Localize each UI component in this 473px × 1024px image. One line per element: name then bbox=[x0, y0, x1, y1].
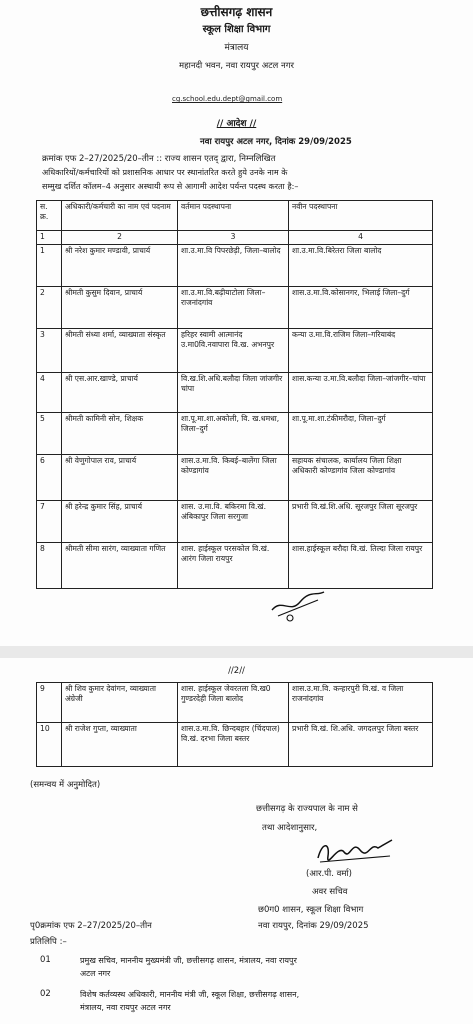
table-row bbox=[37, 329, 433, 373]
col-num-4: 4 bbox=[289, 231, 433, 245]
row-name: श्रीमती सीमा सारंग, व्याख्याता गणित bbox=[62, 543, 178, 589]
copy-to-label: प्रतिलिपि :– bbox=[30, 937, 67, 947]
row-new: कन्या उ.मा.वि.राजिम जिला–गरियाबंद bbox=[289, 329, 433, 373]
header-current: वर्तमान पदस्थापना bbox=[178, 201, 289, 231]
table-row bbox=[37, 501, 433, 543]
dept-heading: स्कूल शिक्षा विभाग bbox=[202, 24, 271, 35]
row-sn: 3 bbox=[37, 329, 62, 373]
signer-designation: अवर सचिव bbox=[312, 887, 348, 897]
row-name: श्री हरेन्द्र कुमार सिंह, प्राचार्य bbox=[62, 501, 178, 543]
header-sn: स. क्र. bbox=[37, 201, 62, 231]
column-number-row bbox=[37, 231, 433, 245]
row-new: शास.हाईस्कूल बरौदा वि.खं. तिल्दा जिला रायपुर bbox=[289, 543, 433, 589]
row-new: शास.उ.मा.वि. कन्हारपुरी वि.खं. व जिला राजनांदगांव bbox=[289, 683, 433, 723]
endorsement-place-date: नवा रायपुर, दिनांक 29/09/2025 bbox=[258, 921, 369, 931]
table-row bbox=[37, 683, 433, 723]
row-sn: 8 bbox=[37, 543, 62, 589]
page-number-marker: //2// bbox=[228, 666, 245, 676]
order-number: एफ 2–27/2025/20–तीन bbox=[65, 154, 154, 164]
row-current: शास.उ.मा.वि. किबई–बालेंगा जिला कोण्डागांव bbox=[178, 455, 289, 501]
row-current: हरिहर स्वामी आत्मानंद उ.मा0वि.नवापारा वि.ख. अभनपुर bbox=[178, 329, 289, 373]
copy-item-line: अटल नगर bbox=[80, 969, 111, 978]
initials-signature bbox=[268, 588, 328, 624]
officer-signature bbox=[312, 834, 396, 868]
order-body-line-3: सम्मुख दर्शित कॉलम–4 अनुसार अस्थायी रूप से आगामी आदेश पर्यन्त पदस्थ करता है:– bbox=[42, 181, 299, 191]
row-name: श्रीमती कामिनी सोन, शिक्षक bbox=[62, 413, 178, 455]
table-row bbox=[37, 287, 433, 329]
copy-item-line: प्रमुख सचिव, माननीय मुख्यमंत्री जी, छत्तीसगढ़ शासन, मंत्रालय, नवा रायपुर bbox=[80, 956, 297, 965]
page-separator bbox=[0, 646, 473, 658]
approval-note: (समन्वय में अनुमोदित) bbox=[30, 780, 101, 790]
page-2 bbox=[0, 658, 473, 1024]
row-current: शा.उ.मा.वि पिपरछेड़ी, जिला–बालोद bbox=[178, 245, 289, 287]
header-new: नवीन पदस्थापना bbox=[289, 201, 433, 231]
row-new: शा.उ.मा.वि.बिरेतरा जिला बालोद bbox=[289, 245, 433, 287]
order-authority-line: तथा आदेशानुसार, bbox=[262, 823, 318, 833]
row-current: शास. उ.मा.वि. बकिरमा वि.खं. अंबिकापुर जिला सरगुजा bbox=[178, 501, 289, 543]
govt-heading: छत्तीसगढ़ शासन bbox=[200, 5, 273, 19]
ministry-heading: मंत्रालय bbox=[224, 43, 249, 53]
row-new: प्रभारी वि.खं. शि.अधि. जगदलपुर जिला बस्तर bbox=[289, 723, 433, 767]
row-current: शा.पू.मा.शा.अकोली, वि. ख.धमधा, जिला–दुर्ग bbox=[178, 413, 289, 455]
table-row bbox=[37, 373, 433, 413]
copy-item-number: 02 bbox=[40, 989, 51, 999]
table-row bbox=[37, 413, 433, 455]
email-link[interactable]: cg.school.edu.dept@gmail.com bbox=[172, 95, 283, 103]
row-name: श्रीमती संध्या शर्मा, व्याख्याता संस्कृत bbox=[62, 329, 178, 373]
row-new: शा.पू.मा.शा.टंकीमरौदा, जिला–दुर्ग bbox=[289, 413, 433, 455]
copy-item-number: 01 bbox=[40, 955, 51, 965]
row-name: श्री राजेश गुप्ता, व्याख्याता bbox=[62, 723, 178, 767]
row-sn: 5 bbox=[37, 413, 62, 455]
table-row bbox=[37, 543, 433, 589]
row-new: सहायक संचालक, कार्यालय जिला शिक्षा अधिकारी कोण्डागांव जिला कोण्डागांव bbox=[289, 455, 433, 501]
row-new: शास.कन्या उ.मा.वि.बलौदा जिला–जांजगीर–चांपा bbox=[289, 373, 433, 413]
order-title: // आदेश // bbox=[216, 119, 257, 129]
table-row bbox=[37, 245, 433, 287]
copy-item-line: विशेष कर्तव्यस्थ अधिकारी, माननीय मंत्री जी, स्कूल शिक्षा, छत्तीसगढ़ शासन, bbox=[80, 990, 300, 999]
row-sn: 7 bbox=[37, 501, 62, 543]
row-name: श्रीमती कुसुम दिवान, प्राचार्य bbox=[62, 287, 178, 329]
col-num-2: 2 bbox=[62, 231, 178, 245]
row-current: शास.उ.मा.वि. छिन्दबहार (चिंदपाल) वि.खं. दरभा जिला बस्तर bbox=[178, 723, 289, 767]
row-current: शा.उ.मा.वि.बढ़ीयाटोला जिला–राजनांदगांव bbox=[178, 287, 289, 329]
row-name: श्री एस.आर.खाण्डे, प्राचार्य bbox=[62, 373, 178, 413]
row-sn: 2 bbox=[37, 287, 62, 329]
signer-department: छ0ग0 शासन, स्कूल शिक्षा विभाग bbox=[258, 905, 364, 915]
endorsement-number: पृ0क्रमांक एफ 2–27/2025/20–तीन bbox=[30, 921, 152, 931]
row-new: शास.उ.मा.वि.कोसानगर, भिलाई जिला–दुर्ग bbox=[289, 287, 433, 329]
table-header-row bbox=[37, 201, 433, 231]
signer-name: (आर.पी. वर्मा) bbox=[306, 869, 352, 879]
row-name: श्री नरेश कुमार मण्डावी, प्राचार्य bbox=[62, 245, 178, 287]
table-row bbox=[37, 455, 433, 501]
col-num-1: 1 bbox=[37, 231, 62, 245]
row-new: प्रभारी वि.खं.शि.अधि. सूरजपुर जिला सूरजपुर bbox=[289, 501, 433, 543]
row-sn: 6 bbox=[37, 455, 62, 501]
row-sn: 9 bbox=[37, 683, 62, 723]
row-name: श्री वेणुगोपाल राव, प्राचार्य bbox=[62, 455, 178, 501]
row-current: शास. हाईस्कूल जेवरतला वि.ख0 गुण्डरदेही जिला बालोद bbox=[178, 683, 289, 723]
header-name: अधिकारी/कर्मचारी का नाम एवं पदनाम bbox=[62, 201, 178, 231]
order-number-line bbox=[42, 154, 276, 165]
table-row bbox=[37, 723, 433, 767]
order-place-date: नवा रायपुर अटल नगर, दिनांक 29/09/2025 bbox=[200, 137, 352, 147]
copy-item-line: मंत्रालय, नवा रायपुर अटल नगर bbox=[80, 1003, 171, 1012]
governor-name-line: छत्तीसगढ़ के राज्यपाल के नाम से bbox=[256, 804, 358, 814]
address-line: महानदी भवन, नवा रायपुर अटल नगर bbox=[179, 61, 294, 71]
row-current: शास. हाईस्कूल परसकोल वि.खं. आरंग जिला रायपुर bbox=[178, 543, 289, 589]
row-sn: 1 bbox=[37, 245, 62, 287]
col-num-3: 3 bbox=[178, 231, 289, 245]
transfer-table-continued bbox=[36, 682, 433, 767]
order-body-line-2: अधिकारियों/कर्मचारियों को प्रशासनिक आधार पर स्थानांतरित करते हुये उनके नाम के bbox=[42, 167, 288, 177]
row-current: वि.ख.शि.अधि.बलौदा जिला जांजगीर चांपा bbox=[178, 373, 289, 413]
transfer-table bbox=[36, 200, 433, 589]
row-sn: 10 bbox=[37, 723, 62, 767]
row-name: श्री शिव कुमार देवांगन, व्याख्याता अंग्रेजी bbox=[62, 683, 178, 723]
order-body-start: :: राज्य शासन एतद् द्वारा, निम्नलिखित bbox=[156, 154, 276, 164]
row-sn: 4 bbox=[37, 373, 62, 413]
order-number-prefix: क्रमांक bbox=[42, 154, 63, 164]
